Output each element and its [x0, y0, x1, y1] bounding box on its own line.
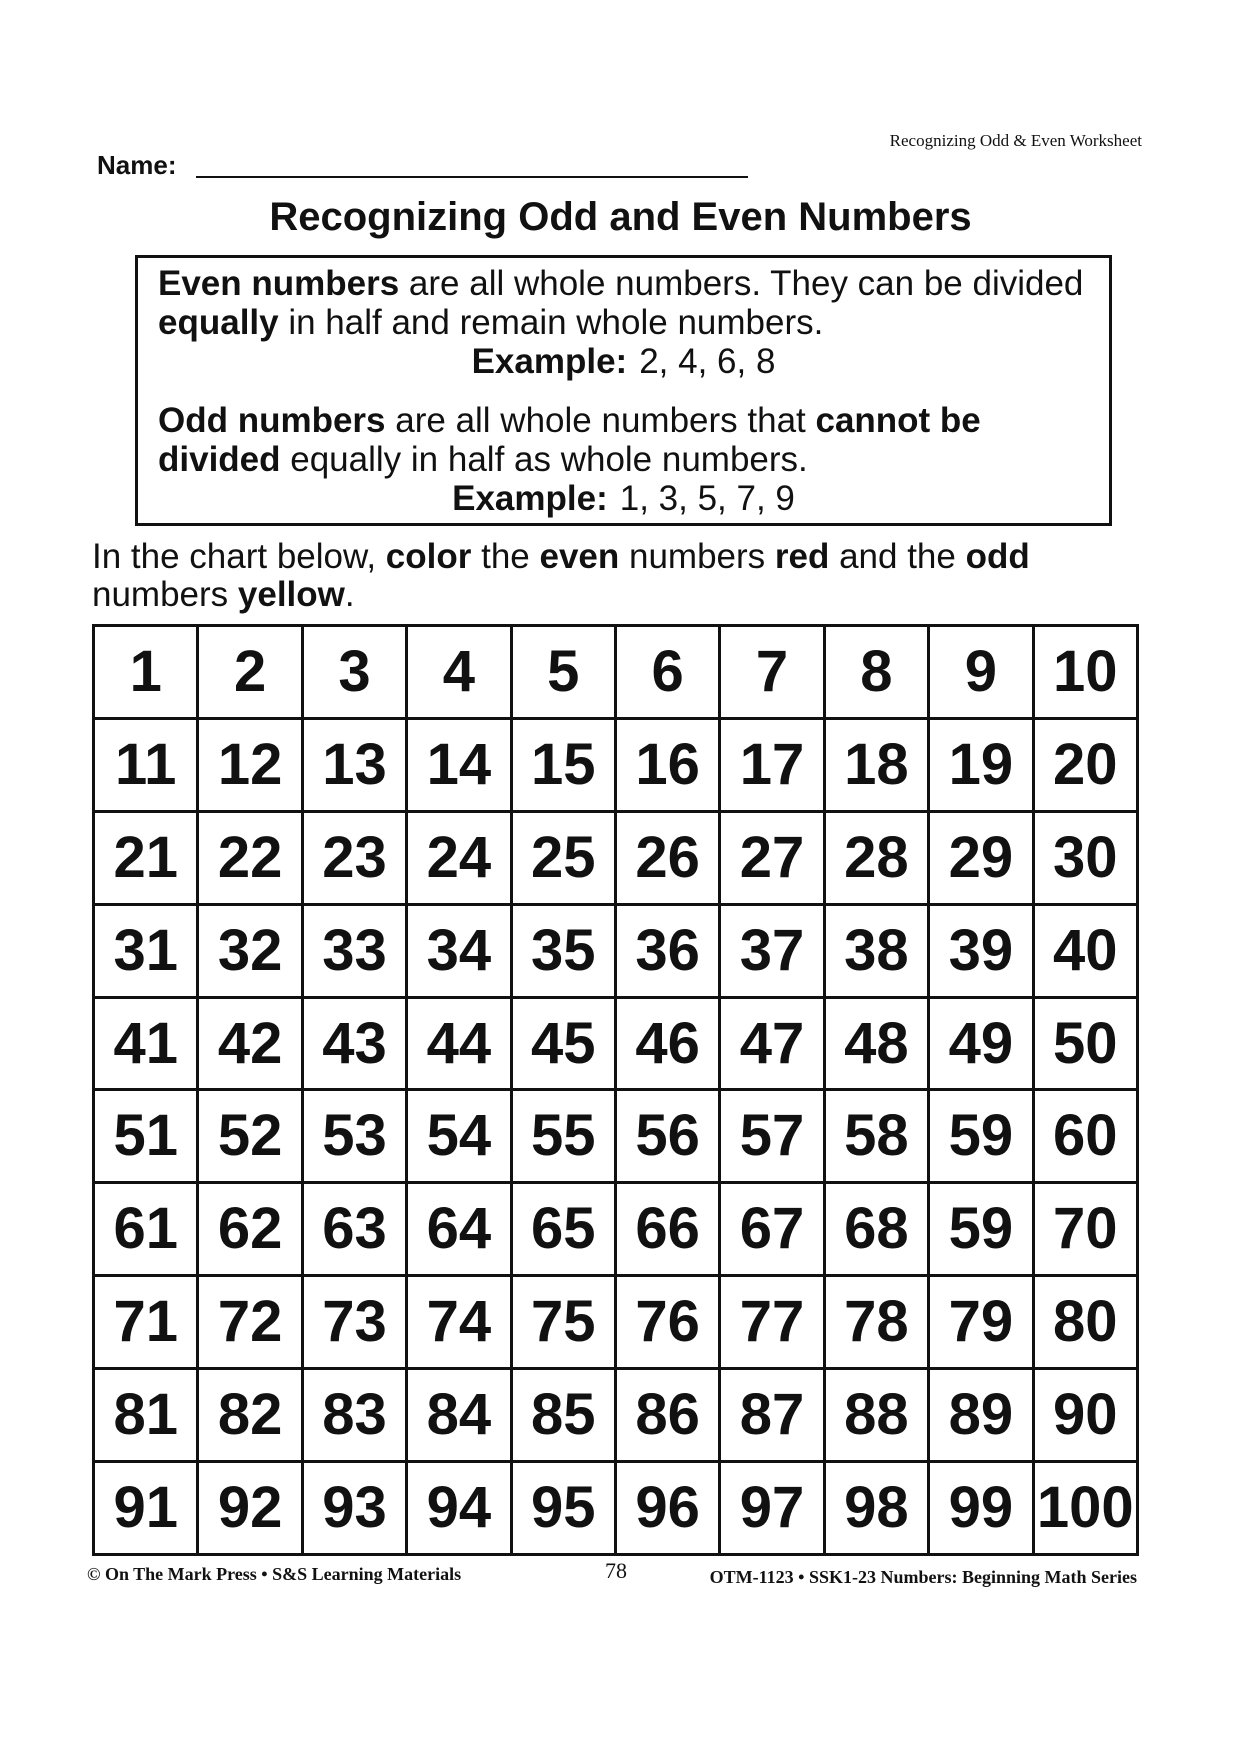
number-cell: 59 — [929, 1090, 1033, 1183]
page-number: 78 — [605, 1558, 627, 1583]
footer-series: OTM-1123 • SSK1-23 Numbers: Beginning Math Series — [709, 1567, 1137, 1587]
chart-row — [94, 997, 1138, 1090]
number-cell: 89 — [929, 1369, 1033, 1462]
number-cell: 100 — [1033, 1462, 1137, 1555]
number-cell: 45 — [511, 997, 615, 1090]
chart-row — [94, 718, 1138, 811]
number-cell: 25 — [511, 811, 615, 904]
number-chart — [92, 624, 1139, 1556]
number-cell: 98 — [824, 1462, 928, 1555]
number-cell: 90 — [1033, 1369, 1137, 1462]
number-cell: 13 — [302, 718, 406, 811]
number-cell: 32 — [198, 904, 302, 997]
definitions-box — [135, 255, 1112, 526]
instruction-text: numbers — [92, 575, 238, 614]
number-cell: 56 — [615, 1090, 719, 1183]
number-cell: 34 — [407, 904, 511, 997]
number-cell: 86 — [615, 1369, 719, 1462]
number-cell: 15 — [511, 718, 615, 811]
instructions-line-1 — [92, 538, 1030, 576]
number-cell: 9 — [929, 626, 1033, 719]
number-cell: 88 — [824, 1369, 928, 1462]
number-cell: 16 — [615, 718, 719, 811]
odd-emphasis: cannot be — [815, 401, 981, 440]
example-label: Example: — [452, 479, 608, 518]
number-cell: 74 — [407, 1276, 511, 1369]
number-cell: 19 — [929, 718, 1033, 811]
number-cell: 44 — [407, 997, 511, 1090]
number-cell: 49 — [929, 997, 1033, 1090]
number-cell: 77 — [720, 1276, 824, 1369]
number-cell: 42 — [198, 997, 302, 1090]
number-cell: 99 — [929, 1462, 1033, 1555]
instructions — [92, 538, 1030, 614]
number-cell: 38 — [824, 904, 928, 997]
instruction-emphasis: color — [385, 537, 472, 576]
number-cell: 95 — [511, 1462, 615, 1555]
number-cell: 50 — [1033, 997, 1137, 1090]
number-cell: 72 — [198, 1276, 302, 1369]
number-cell: 23 — [302, 811, 406, 904]
number-cell: 18 — [824, 718, 928, 811]
even-definition-line-1 — [158, 264, 1089, 303]
number-cell: 28 — [824, 811, 928, 904]
even-example — [158, 342, 1089, 381]
instructions-line-2 — [92, 576, 1030, 614]
example-values: 2, 4, 6, 8 — [639, 342, 776, 381]
number-cell: 39 — [929, 904, 1033, 997]
odd-emphasis: divided — [158, 440, 281, 479]
instruction-emphasis: even — [539, 537, 620, 576]
even-text: are all whole numbers. They can be divided — [399, 264, 1084, 303]
number-cell: 85 — [511, 1369, 615, 1462]
number-cell: 47 — [720, 997, 824, 1090]
number-cell: 27 — [720, 811, 824, 904]
number-cell: 2 — [198, 626, 302, 719]
number-cell: 96 — [615, 1462, 719, 1555]
instruction-text: In the chart below, — [92, 537, 386, 576]
number-cell: 36 — [615, 904, 719, 997]
number-cell: 51 — [94, 1090, 198, 1183]
instruction-emphasis: yellow — [237, 575, 345, 614]
number-cell: 68 — [824, 1183, 928, 1276]
number-cell: 1 — [94, 626, 198, 719]
number-cell: 78 — [824, 1276, 928, 1369]
number-cell: 46 — [615, 997, 719, 1090]
number-cell: 76 — [615, 1276, 719, 1369]
number-cell: 7 — [720, 626, 824, 719]
number-cell: 4 — [407, 626, 511, 719]
chart-row — [94, 1090, 1138, 1183]
number-cell: 83 — [302, 1369, 406, 1462]
number-cell: 43 — [302, 997, 406, 1090]
number-chart-body — [94, 626, 1138, 1555]
footer-copyright: © On The Mark Press • S&S Learning Materials — [87, 1564, 462, 1584]
number-cell: 66 — [615, 1183, 719, 1276]
number-cell: 70 — [1033, 1183, 1137, 1276]
number-cell: 12 — [198, 718, 302, 811]
number-cell: 48 — [824, 997, 928, 1090]
number-cell: 79 — [929, 1276, 1033, 1369]
chart-row — [94, 904, 1138, 997]
number-cell: 41 — [94, 997, 198, 1090]
number-cell: 75 — [511, 1276, 615, 1369]
number-cell: 92 — [198, 1462, 302, 1555]
number-cell: 63 — [302, 1183, 406, 1276]
number-cell: 59 — [929, 1183, 1033, 1276]
number-cell: 97 — [720, 1462, 824, 1555]
number-cell: 81 — [94, 1369, 198, 1462]
number-cell: 37 — [720, 904, 824, 997]
number-cell: 11 — [94, 718, 198, 811]
number-cell: 65 — [511, 1183, 615, 1276]
name-line — [196, 176, 748, 178]
example-values: 1, 3, 5, 7, 9 — [619, 479, 795, 518]
number-cell: 52 — [198, 1090, 302, 1183]
number-cell: 3 — [302, 626, 406, 719]
number-cell: 40 — [1033, 904, 1137, 997]
chart-row — [94, 1276, 1138, 1369]
number-cell: 22 — [198, 811, 302, 904]
chart-row — [94, 811, 1138, 904]
instruction-text: and the — [829, 537, 966, 576]
number-cell: 58 — [824, 1090, 928, 1183]
instruction-text: numbers — [619, 537, 775, 576]
number-cell: 8 — [824, 626, 928, 719]
number-cell: 10 — [1033, 626, 1137, 719]
number-cell: 24 — [407, 811, 511, 904]
odd-term: Odd numbers — [158, 401, 386, 440]
odd-definition-line-2 — [158, 440, 1089, 479]
number-cell: 94 — [407, 1462, 511, 1555]
even-definition-line-2 — [158, 303, 1089, 342]
number-cell: 93 — [302, 1462, 406, 1555]
chart-row — [94, 626, 1138, 719]
odd-definition-line-1 — [158, 401, 1089, 440]
number-cell: 64 — [407, 1183, 511, 1276]
even-text: in half and remain whole numbers. — [278, 303, 824, 342]
instruction-emphasis: odd — [965, 537, 1030, 576]
instruction-text: . — [344, 575, 355, 614]
number-cell: 33 — [302, 904, 406, 997]
number-cell: 60 — [1033, 1090, 1137, 1183]
number-cell: 14 — [407, 718, 511, 811]
chart-row — [94, 1462, 1138, 1555]
number-cell: 53 — [302, 1090, 406, 1183]
even-emphasis: equally — [158, 303, 279, 342]
odd-example — [158, 479, 1089, 518]
number-cell: 87 — [720, 1369, 824, 1462]
number-cell: 30 — [1033, 811, 1137, 904]
name-label: Name: — [97, 150, 177, 180]
example-label: Example: — [471, 342, 628, 381]
number-cell: 82 — [198, 1369, 302, 1462]
number-cell: 26 — [615, 811, 719, 904]
number-cell: 55 — [511, 1090, 615, 1183]
odd-definition — [158, 401, 1089, 518]
number-cell: 54 — [407, 1090, 511, 1183]
number-cell: 80 — [1033, 1276, 1137, 1369]
number-cell: 67 — [720, 1183, 824, 1276]
number-cell: 21 — [94, 811, 198, 904]
odd-text: are all whole numbers that — [385, 401, 816, 440]
chart-row — [94, 1183, 1138, 1276]
worksheet-header-label: Recognizing Odd & Even Worksheet — [889, 131, 1142, 150]
number-cell: 6 — [615, 626, 719, 719]
number-cell: 91 — [94, 1462, 198, 1555]
number-cell: 84 — [407, 1369, 511, 1462]
instruction-emphasis: red — [774, 537, 830, 576]
number-cell: 35 — [511, 904, 615, 997]
number-cell: 61 — [94, 1183, 198, 1276]
number-cell: 17 — [720, 718, 824, 811]
number-cell: 62 — [198, 1183, 302, 1276]
number-cell: 73 — [302, 1276, 406, 1369]
number-cell: 5 — [511, 626, 615, 719]
number-cell: 31 — [94, 904, 198, 997]
number-cell: 57 — [720, 1090, 824, 1183]
even-term: Even numbers — [158, 264, 400, 303]
number-cell: 71 — [94, 1276, 198, 1369]
page-title: Recognizing Odd and Even Numbers — [269, 195, 972, 239]
odd-text: equally in half as whole numbers. — [280, 440, 808, 479]
instruction-text: the — [471, 537, 540, 576]
number-cell: 29 — [929, 811, 1033, 904]
number-cell: 20 — [1033, 718, 1137, 811]
chart-row — [94, 1369, 1138, 1462]
even-definition — [158, 264, 1089, 381]
